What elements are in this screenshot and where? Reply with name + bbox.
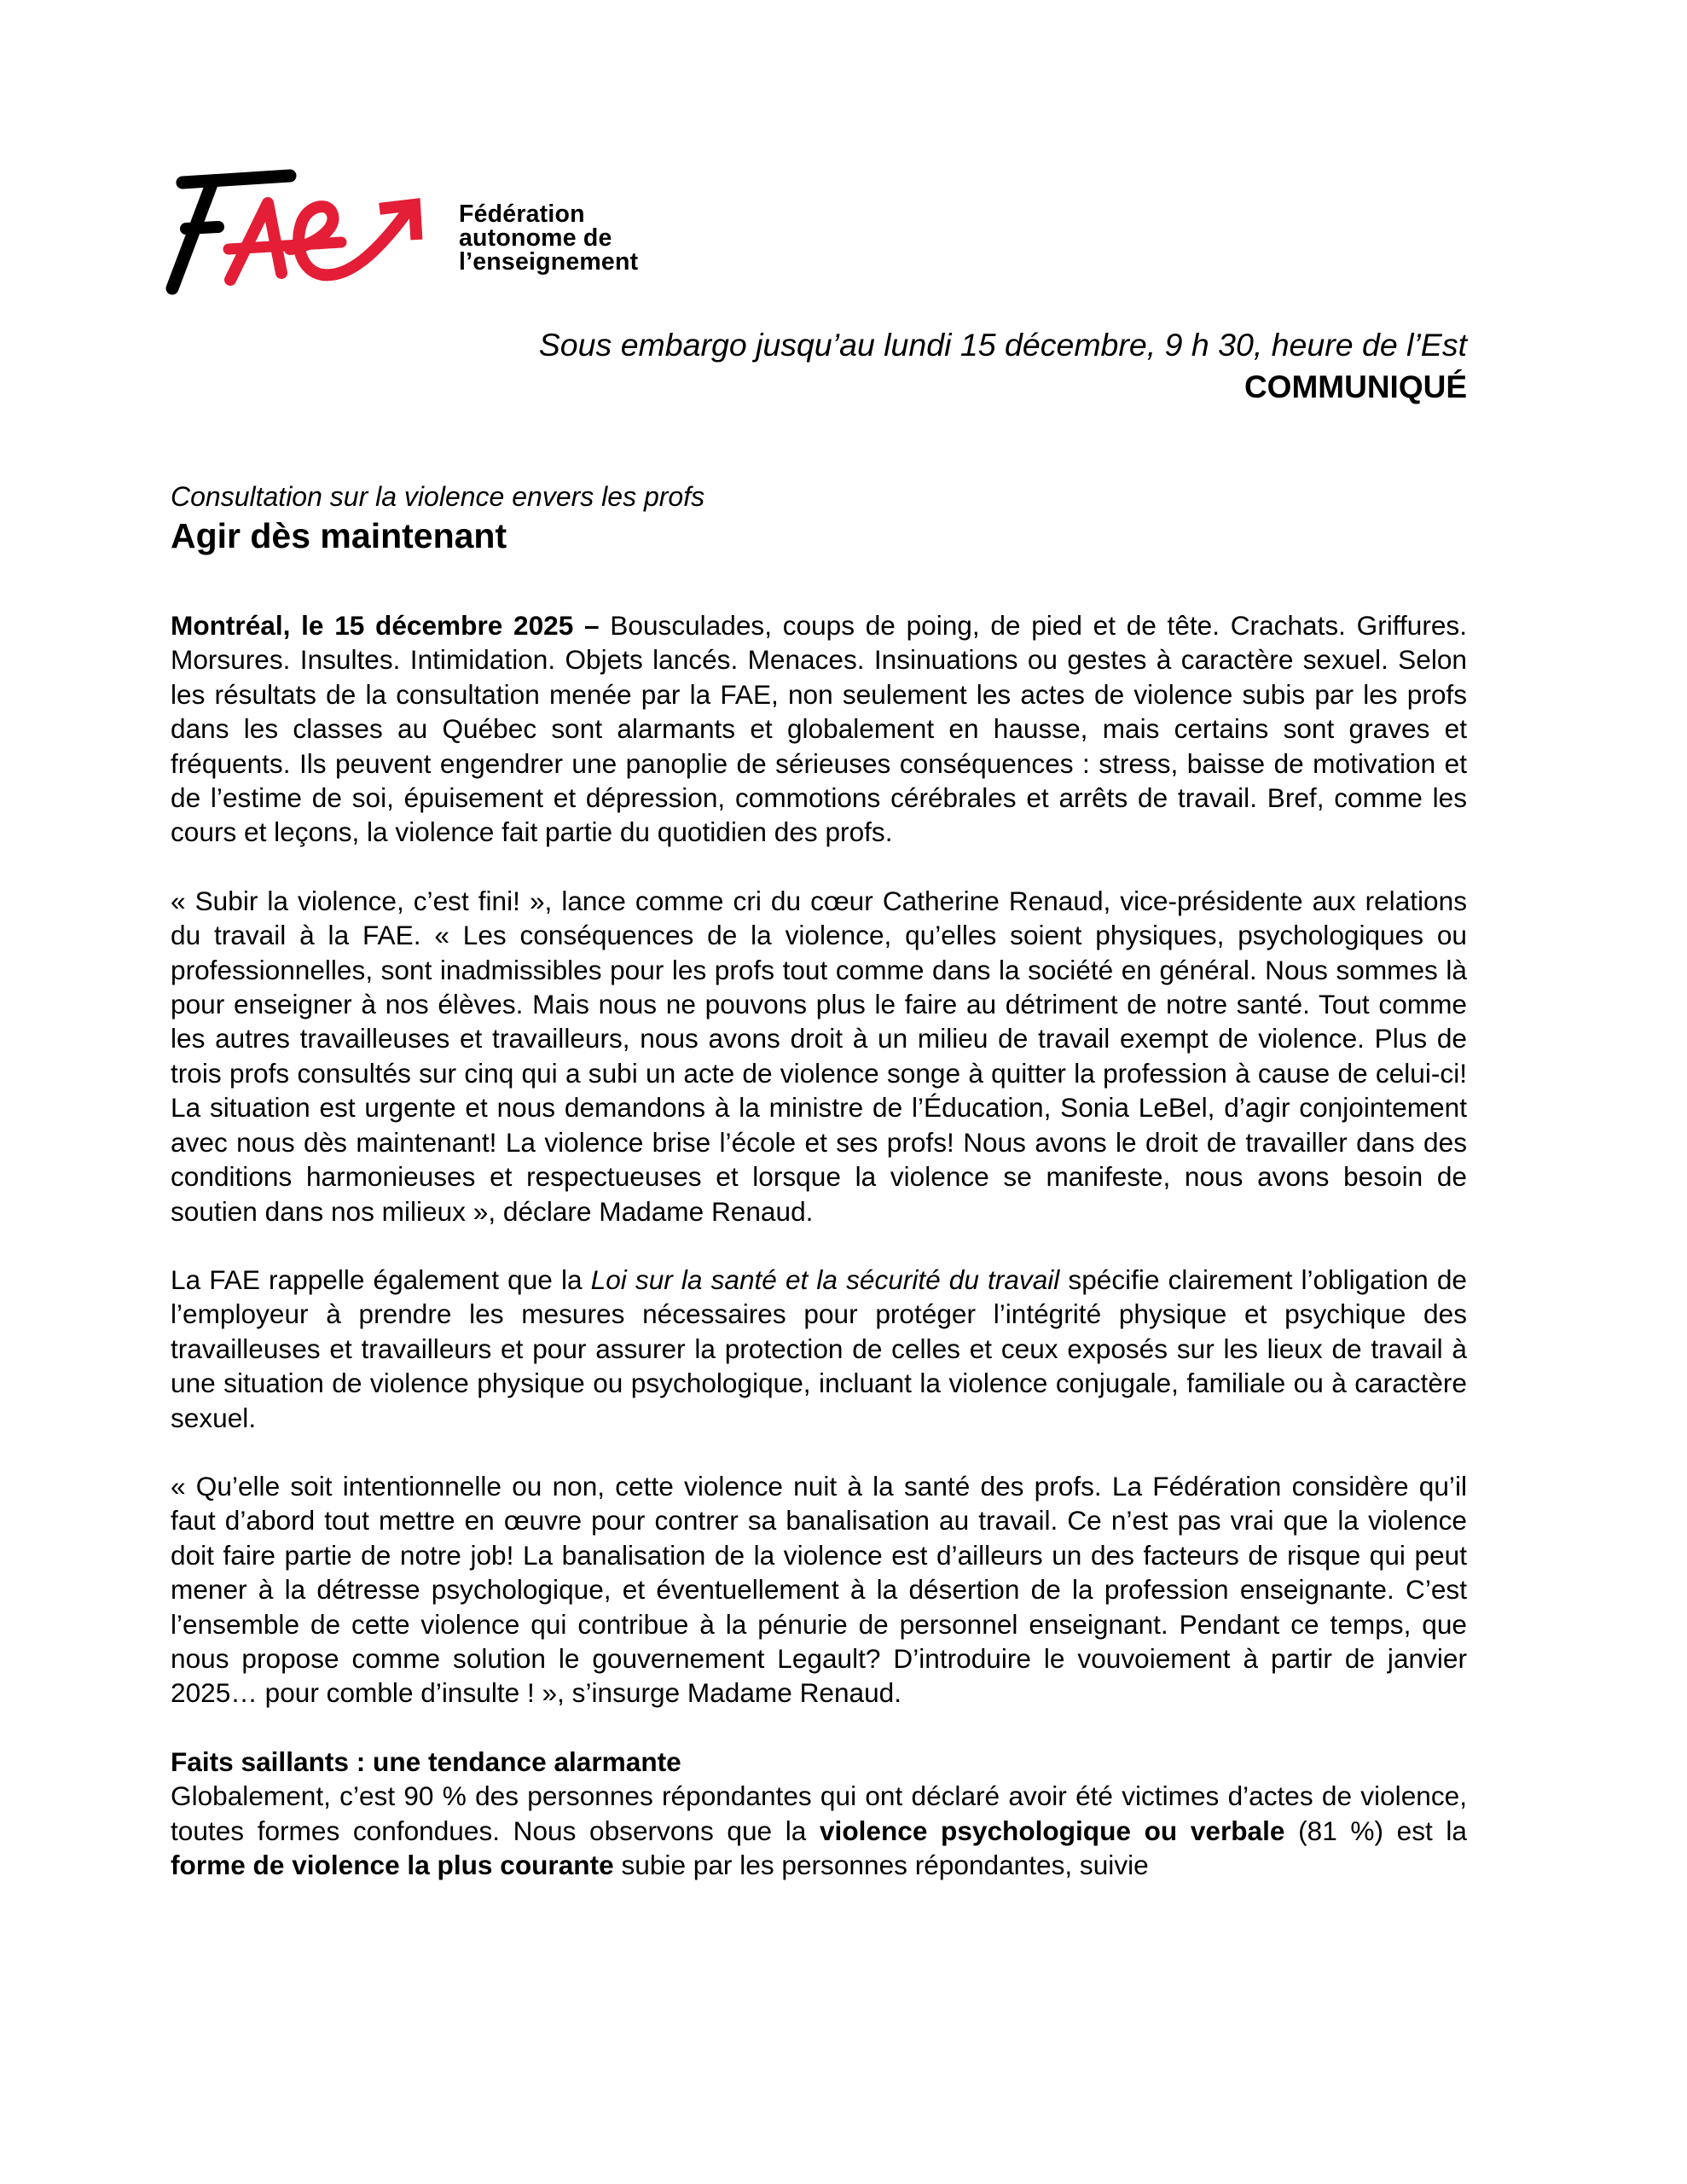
kicker: Consultation sur la violence envers les profs — [171, 481, 705, 512]
organization-name — [459, 202, 638, 274]
highlights-text: subie par les personnes répondantes, suivie — [613, 1850, 1149, 1880]
quote-text: « Qu’elle soit intentionnelle ou non, cette violence nuit à la santé des profs. La Fédération considère qu’il faut d’abord tout mettre en œuvre pour contrer sa banalisation au travail. Ce n’est pas vrai que la violence doit faire partie de notre job! La banalisation de la violence est d’ailleurs un des facteurs de risque qui peut mener à la détresse psychologique, et éventuellement à la désertion de la profession enseignante. C’est l’ensemble de cette violence qui contribue à la pénurie de personnel enseignant. Pendant ce temps, que nous propose comme solution le gouvernement Legault? D’introduire le vouvoiement à partir de janvier 2025… pour comble d’insulte ! », s’insurge Madame Renaud. — [171, 1470, 1467, 1709]
highlights-text: Globalement, c’est 90 % des personnes répondantes qui ont déclaré avoir été victimes d’actes de violence, toutes formes confondues. Nous observons que la — [171, 1780, 1467, 1846]
org-name-line: Fédération — [459, 200, 585, 228]
fae-logo-mark-icon — [162, 160, 435, 297]
highlights-text: (81 %) est la — [1284, 1815, 1467, 1846]
org-name-line: l’enseignement — [459, 248, 639, 276]
lead-text: Bousculades, coups de poing, de pied et de tête. Crachats. Griffures. Morsures. Insultes. Intimidation. Objets lancés. Menaces. Insinuations ou gestes à caractère sexuel. Selon les résultats de la consultation menée par la FAE, non seulement les actes de violence subis par les profs dans les classes au Québec sont alarmants et globalement en hausse, mais certains sont graves et fréquents. Ils peuvent engendrer une panoplie de sérieuses conséquences : stress, baisse de motivation et de l’estime de soi, épuisement et dépression, commotions cérébrales et arrêts de travail. Bref, comme les cours et leçons, la violence fait partie du quotidien des profs. — [171, 610, 1467, 848]
article-body — [171, 608, 1467, 1916]
law-title: Loi sur la santé et la sécurité du travail — [590, 1263, 1060, 1295]
quote-text: « Subir la violence, c’est fini! », lance comme cri du cœur Catherine Renaud, vice-présidente aux relations du travail à la FAE. « Les conséquences de la violence, qu’elles soient physiques, psychologiques ou professionnelles, sont inadmissibles pour les profs tout comme dans la société en général. Nous sommes là pour enseigner à nos élèves. Mais nous ne pouvons plus le faire au détriment de notre santé. Tout comme les autres travailleuses et travailleurs, nous avons droit à un milieu de travail exempt de violence. Plus de trois profs consultés sur cinq qui a subi un acte de violence songe à quitter la profession à cause de celui-ci! La situation est urgente et nous demandons à la ministre de l’Éducation, Sonia LeBel, d’agir conjointement avec nous dès maintenant! La violence brise l’école et ses profs! Nous avons le droit de travailler dans des conditions harmonieuses et respectueuses et lorsque la violence se manifeste, nous avons besoin de soutien dans nos milieux », déclare Madame Renaud. — [171, 885, 1467, 1227]
org-name-line: autonome de — [459, 224, 612, 252]
paragraph-law — [171, 1263, 1467, 1435]
fae-logo — [162, 160, 435, 297]
highlights-emphasis: violence psychologique ou verbale — [819, 1815, 1285, 1846]
section-heading-highlights: Faits saillants : une tendance alarmante — [171, 1745, 681, 1777]
dateline: Montréal, le 15 décembre 2025 – — [171, 610, 600, 641]
paragraph-quote-2 — [171, 1469, 1467, 1711]
law-text-after: spécifie clairement l’obligation de l’employeur à prendre les mesures nécessaires pour protéger l’intégrité physique et psychique des travailleuses et travailleurs et pour assurer la protection de celles et ceux exposés sur les lieux de travail à une situation de violence physique ou psychologique, incluant la violence conjugale, familiale ou à caractère sexuel. — [171, 1263, 1467, 1433]
paragraph-highlights — [171, 1779, 1467, 1882]
headline: Agir dès maintenant — [171, 516, 507, 555]
document-type: COMMUNIQUÉ — [1244, 369, 1467, 404]
paragraph-quote-1 — [171, 884, 1467, 1228]
highlights-emphasis: forme de violence la plus courante — [171, 1850, 614, 1880]
law-text-before: La FAE rappelle également que la — [171, 1263, 591, 1295]
paragraph-lead — [171, 608, 1467, 850]
embargo-notice: Sous embargo jusqu’au lundi 15 décembre, 9 h 30, heure de l’Est — [538, 327, 1467, 363]
